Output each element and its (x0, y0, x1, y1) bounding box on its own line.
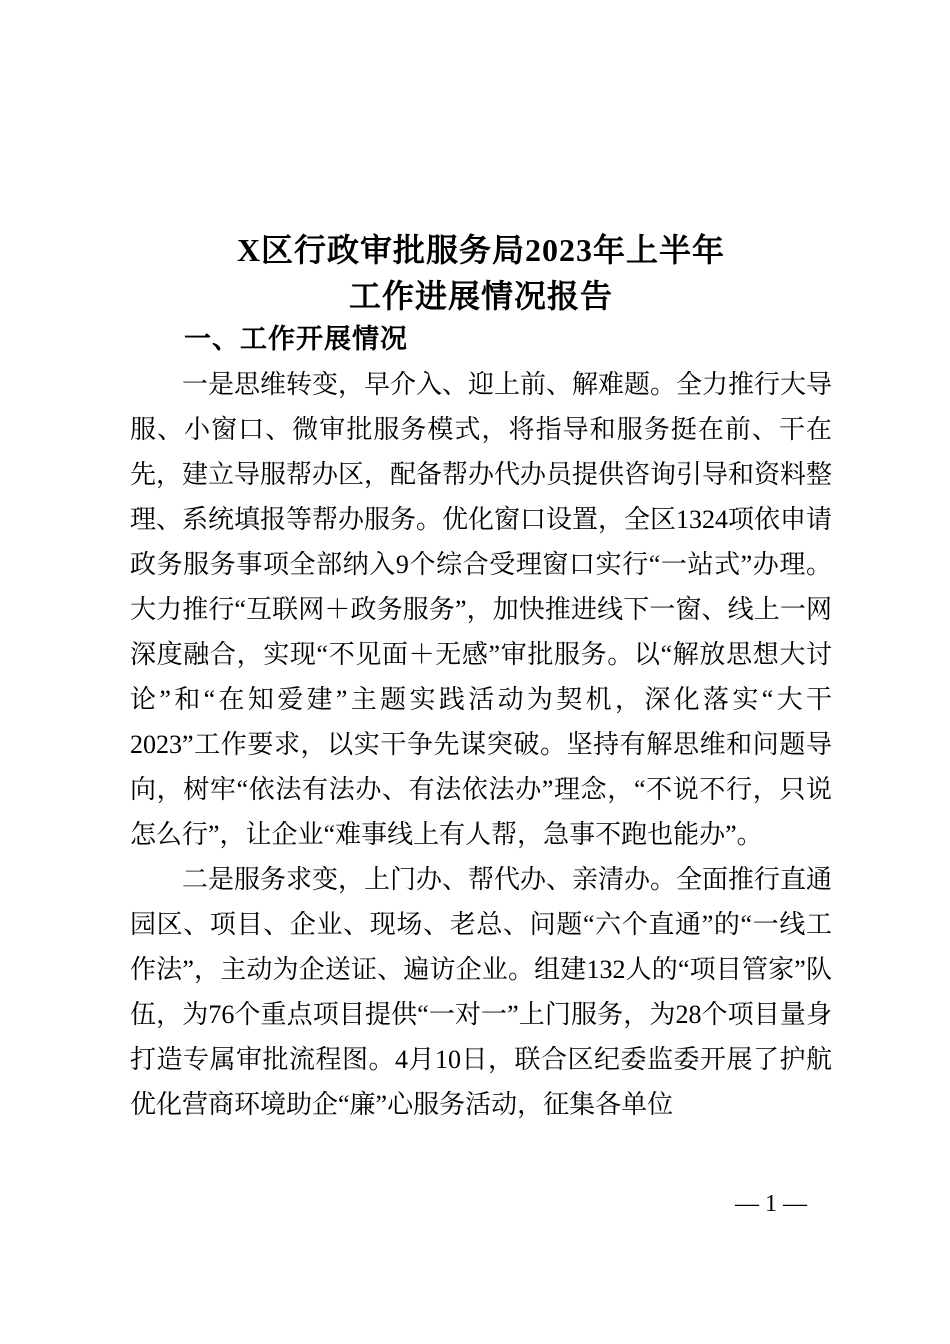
document-title-line-2: 工作进展情况报告 (348, 278, 613, 314)
document-title-line-1: X区行政审批服务局2023年上半年 (236, 232, 726, 268)
document-title (130, 227, 832, 319)
page-number: — 1 — (735, 1191, 807, 1217)
document-body (130, 362, 832, 1127)
section-heading: 一、工作开展情况 (184, 324, 408, 354)
paragraph-1: 一是思维转变，早介入、迎上前、解难题。全力推行大导服、小窗口、微审批服务模式，将指导和服务挺在前、干在先，建立导服帮办区，配备帮办代办员提供咨询引导和资料整理、系统填报等帮办服务。优化窗口设置，全区1324项依申请政务服务事项全部纳入9个综合受理窗口实行“一站式”办理。大力推行“互联网＋政务服务”，加快推进线下一窗、线上一网深度融合，实现“不见面＋无感”审批服务。以“解放思想大讨论”和“在知爱建”主题实践活动为契机，深化落实“大干2023”工作要求，以实干争先谋突破。坚持有解思维和问题导向，树牢“依法有法办、有法依法办”理念，“不说不行，只说怎么行”，让企业“难事线上有人帮，急事不跑也能办”。 (130, 370, 833, 849)
paragraph-2: 二是服务求变，上门办、帮代办、亲清办。全面推行直通园区、项目、企业、现场、老总、问题“六个直通”的“一线工作法”，主动为企送证、遍访企业。组建132人的“项目管家”队伍，为76个重点项目提供“一对一”上门服务，为28个项目量身打造专属审批流程图。4月10日，联合区纪委监委开展了护航优化营商环境助企“廉”心服务活动，征集各单位 (130, 865, 833, 1119)
